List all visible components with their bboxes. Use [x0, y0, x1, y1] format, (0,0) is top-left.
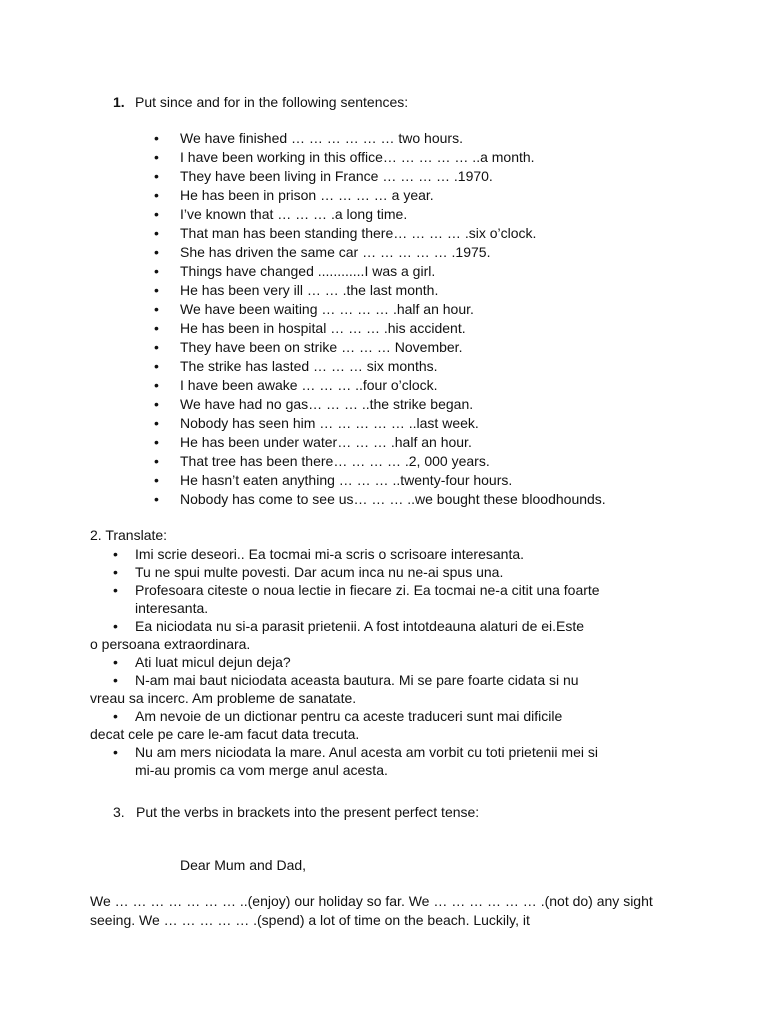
- list-item: • Tu ne spui multe povesti. Dar acum inca nu ne-ai spus una.: [113, 564, 504, 580]
- list-item: • We have finished … … … … … … two hours.: [154, 130, 463, 146]
- list-item: • I have been working in this office… … … … … ..a month.: [154, 149, 535, 165]
- list-item: • He has been in prison … … … … a year.: [154, 187, 434, 203]
- list-item: • He hasn’t eaten anything … … … ..twenty-four hours.: [154, 472, 513, 488]
- bullet-icon: •: [154, 377, 159, 393]
- list-item: • N-am mai baut niciodata aceasta bautura. Mi se pare foarte cidata si nu: [113, 672, 579, 688]
- bullet-icon: •: [154, 168, 159, 184]
- bullet-icon: •: [154, 263, 159, 279]
- list-item-continuation: o persoana extraordinara.: [90, 636, 251, 652]
- list-item: • Things have changed ............I was a girl.: [154, 263, 436, 279]
- bullet-icon: •: [154, 415, 159, 431]
- bullet-icon: •: [154, 244, 159, 260]
- section1-number: 1.: [113, 94, 125, 110]
- list-item: • We have had no gas… … … ..the strike began.: [154, 396, 474, 412]
- bullet-icon: •: [154, 301, 159, 317]
- section1-heading: Put since and for in the following sentences:: [135, 94, 409, 110]
- list-item: • Nobody has seen him … … … … … ..last week.: [154, 415, 479, 431]
- bullet-icon: •: [154, 453, 159, 469]
- bullet-icon: •: [113, 564, 118, 580]
- bullet-icon: •: [154, 434, 159, 450]
- list-item: • He has been in hospital … … … .his accident.: [154, 320, 466, 336]
- section3-number: 3.: [113, 804, 125, 820]
- list-item: • I’ve known that … … … .a long time.: [154, 206, 408, 222]
- bullet-icon: •: [113, 744, 118, 760]
- list-item: • Ati luat micul dejun deja?: [113, 654, 291, 670]
- bullet-icon: •: [154, 491, 159, 507]
- list-item: • That man has been standing there… … … … .six o’clock.: [154, 225, 537, 241]
- list-item: • I have been awake … … … ..four o’clock.: [154, 377, 438, 393]
- bullet-icon: •: [113, 546, 118, 562]
- list-item: • Am nevoie de un dictionar pentru ca aceste traduceri sunt mai dificile: [113, 708, 563, 724]
- letter-body-line-1: We … … … … … … … ..(enjoy) our holiday so far. We … … … … … … .(not do) any sight: [90, 893, 653, 909]
- bullet-icon: •: [113, 672, 118, 688]
- list-item: • Nobody has come to see us… … … ..we bought these bloodhounds.: [154, 491, 606, 507]
- list-item: • Nu am mers niciodata la mare. Anul acesta am vorbit cu toti prietenii mei si: [113, 744, 598, 760]
- bullet-icon: •: [154, 187, 159, 203]
- list-item-continuation: mi-au promis ca vom merge anul acesta.: [135, 762, 388, 778]
- list-item: • She has driven the same car … … … … … .1975.: [154, 244, 491, 260]
- bullet-icon: •: [154, 339, 159, 355]
- list-item-continuation: vreau sa incerc. Am probleme de sanatate.: [90, 690, 357, 706]
- bullet-icon: •: [113, 708, 118, 724]
- section2-heading: 2. Translate:: [90, 527, 168, 543]
- bullet-icon: •: [154, 206, 159, 222]
- list-item: • He has been under water… … … .half an hour.: [154, 434, 472, 450]
- bullet-icon: •: [154, 282, 159, 298]
- bullet-icon: •: [154, 225, 159, 241]
- bullet-icon: •: [154, 472, 159, 488]
- bullet-icon: •: [154, 396, 159, 412]
- section3-heading: Put the verbs in brackets into the present perfect tense:: [136, 804, 480, 820]
- bullet-icon: •: [154, 130, 159, 146]
- bullet-icon: •: [113, 618, 118, 634]
- list-item: • He has been very ill … … .the last month.: [154, 282, 439, 298]
- list-item-continuation: decat cele pe care le-am facut data trecuta.: [90, 726, 360, 742]
- list-item: • They have been living in France … … … … .1970.: [154, 168, 493, 184]
- list-item: • We have been waiting … … … … .half an hour.: [154, 301, 474, 317]
- letter-salutation: Dear Mum and Dad,: [180, 857, 307, 873]
- list-item: • The strike has lasted … … … six months.: [154, 358, 438, 374]
- bullet-icon: •: [113, 582, 118, 598]
- list-item-continuation: interesanta.: [135, 600, 209, 616]
- bullet-icon: •: [154, 149, 159, 165]
- section2-translate-list: [90, 545, 650, 779]
- bullet-icon: •: [154, 358, 159, 374]
- list-item: • Ea niciodata nu si-a parasit prietenii. A fost intotdeauna alaturi de ei.Este: [113, 618, 585, 634]
- list-item: • Profesoara citeste o noua lectie in fiecare zi. Ea tocmai ne-a citit una foarte: [113, 582, 600, 598]
- letter-body-line-2: seeing. We … … … … … .(spend) a lot of time on the beach. Luckily, it: [90, 912, 530, 928]
- bullet-icon: •: [154, 320, 159, 336]
- list-item: • That tree has been there… … … … .2, 000 years.: [154, 453, 490, 469]
- list-item: • They have been on strike … … … November.: [154, 339, 463, 355]
- bullet-icon: •: [113, 654, 118, 670]
- list-item: • Imi scrie deseori.. Ea tocmai mi-a scris o scrisoare interesanta.: [113, 546, 525, 562]
- section1-sentence-list: [154, 129, 606, 509]
